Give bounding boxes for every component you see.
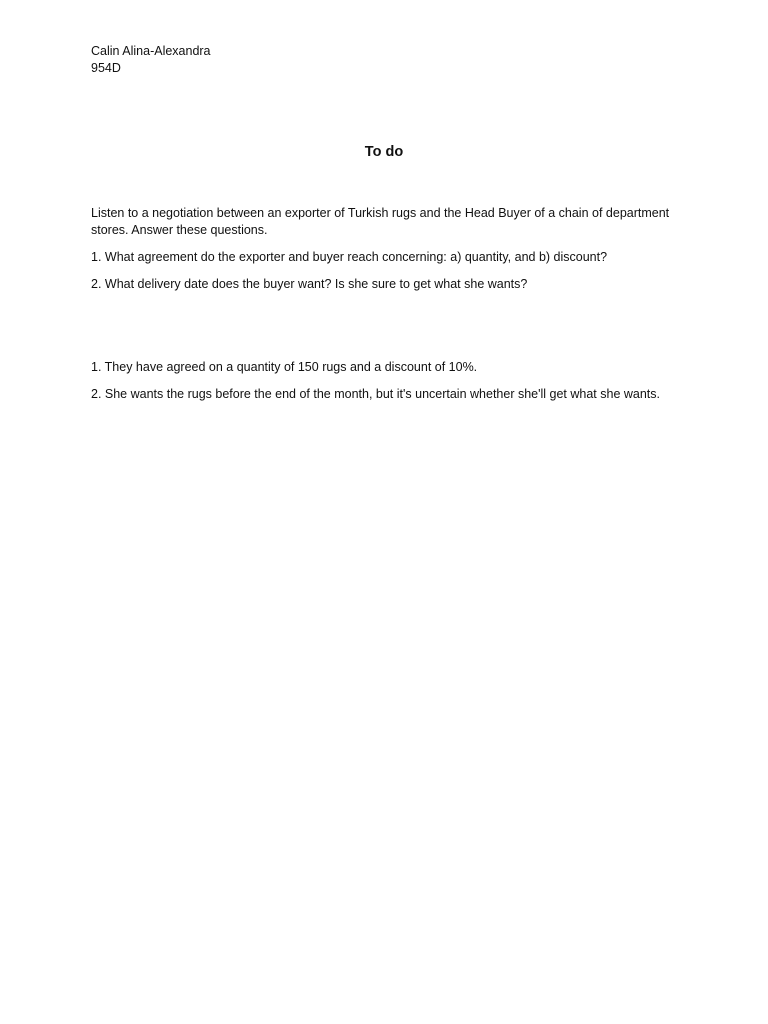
instructions-section — [91, 205, 676, 303]
answers-section — [91, 359, 676, 413]
student-header — [91, 43, 211, 77]
instructions-intro: Listen to a negotiation between an exporter of Turkish rugs and the Head Buyer of a chain of department stores. Answer these questions. — [91, 206, 670, 237]
student-group: 954D — [91, 61, 121, 75]
student-name: Calin Alina-Alexandra — [91, 44, 211, 58]
answer-1: 1. They have agreed on a quantity of 150 rugs and a discount of 10%. — [91, 360, 478, 374]
question-2: 2. What delivery date does the buyer want? Is she sure to get what she wants? — [91, 277, 528, 291]
question-1: 1. What agreement do the exporter and buyer reach concerning: a) quantity, and b) discount? — [91, 250, 608, 264]
answer-2: 2. She wants the rugs before the end of the month, but it's uncertain whether she'll get what she wants. — [91, 387, 661, 401]
page-title: To do — [364, 144, 404, 160]
